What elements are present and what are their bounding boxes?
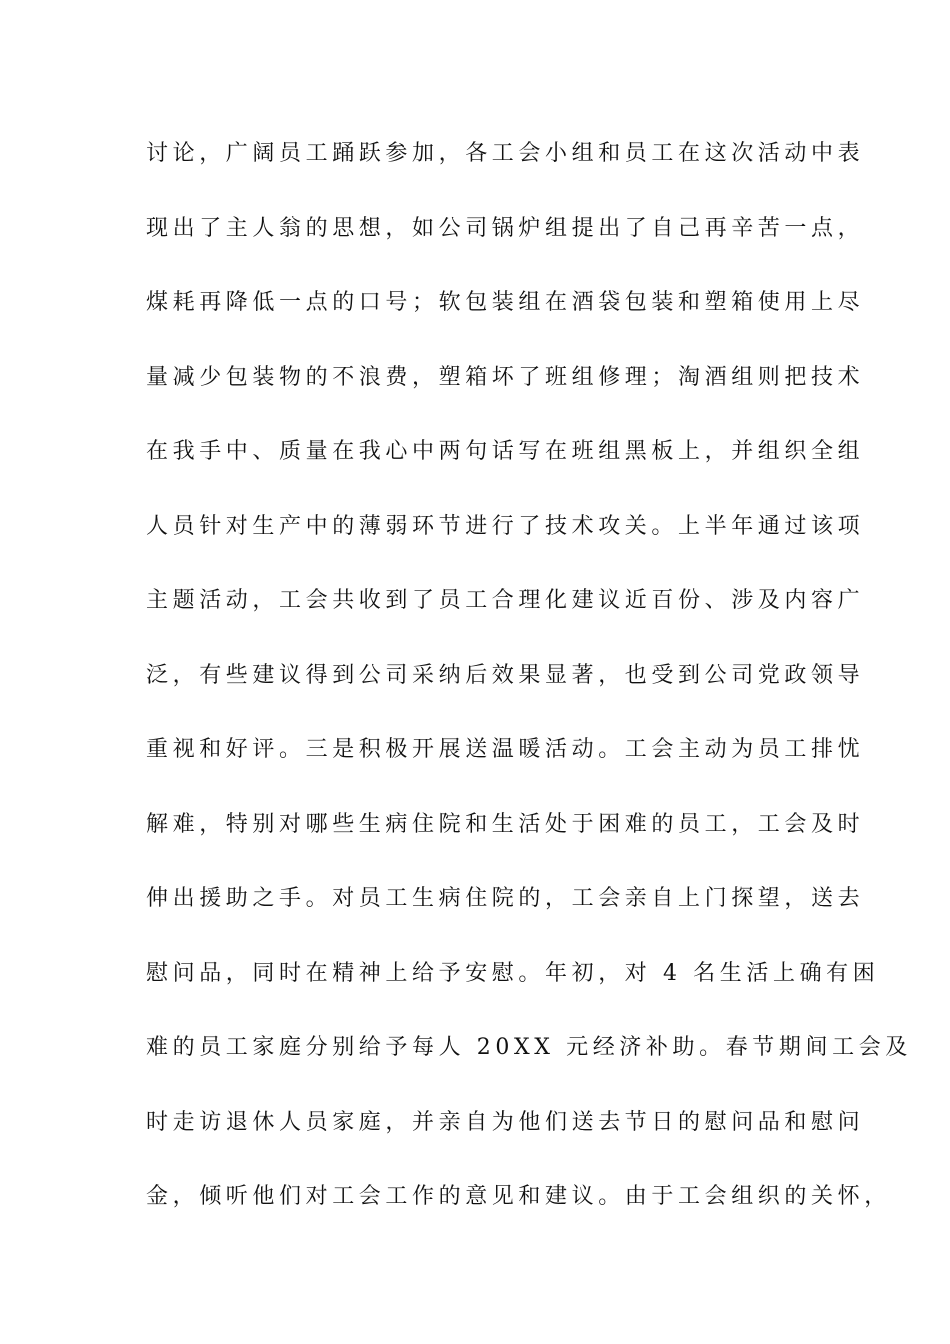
text-line: 泛，有些建议得到公司采纳后效果显著，也受到公司党政领导 — [146, 662, 865, 688]
text-line: 难的员工家庭分别给予每人 20XX 元经济补助。春节期间工会及 — [146, 1035, 912, 1060]
body-text — [146, 132, 912, 1250]
text-line: 时走访退休人员家庭，并亲自为他们送去节日的慰问品和慰问 — [146, 1109, 865, 1135]
text-line: 现出了主人翁的思想，如公司锅炉组提出了自己再辛苦一点， — [146, 215, 865, 241]
text-line: 在我手中、质量在我心中两句话写在班组黑板上，并组织全组 — [146, 439, 865, 464]
text-line: 重视和好评。三是积极开展送温暖活动。工会主动为员工排忧 — [146, 737, 865, 762]
text-line: 金，倾听他们对工会工作的意见和建议。由于工会组织的关怀， — [146, 1184, 891, 1209]
text-line: 慰问品，同时在精神上给予安慰。年初，对 4 名生活上确有困 — [146, 960, 880, 986]
text-line: 量减少包装物的不浪费，塑箱坏了班组修理；淘酒组则把技术 — [146, 364, 865, 390]
text-line: 伸出援助之手。对员工生病住院的，工会亲自上门探望，送去 — [146, 886, 865, 911]
text-line: 煤耗再降低一点的口号；软包装组在酒袋包装和塑箱使用上尽 — [146, 290, 865, 315]
text-line: 解难，特别对哪些生病住院和生活处于困难的员工，工会及时 — [146, 811, 865, 837]
text-line: 人员针对生产中的薄弱环节进行了技术攻关。上半年通过该项 — [146, 513, 865, 539]
text-line: 讨论，广阔员工踊跃参加，各工会小组和员工在这次活动中表 — [146, 141, 865, 166]
text-line: 主题活动，工会共收到了员工合理化建议近百份、涉及内容广 — [146, 588, 865, 613]
